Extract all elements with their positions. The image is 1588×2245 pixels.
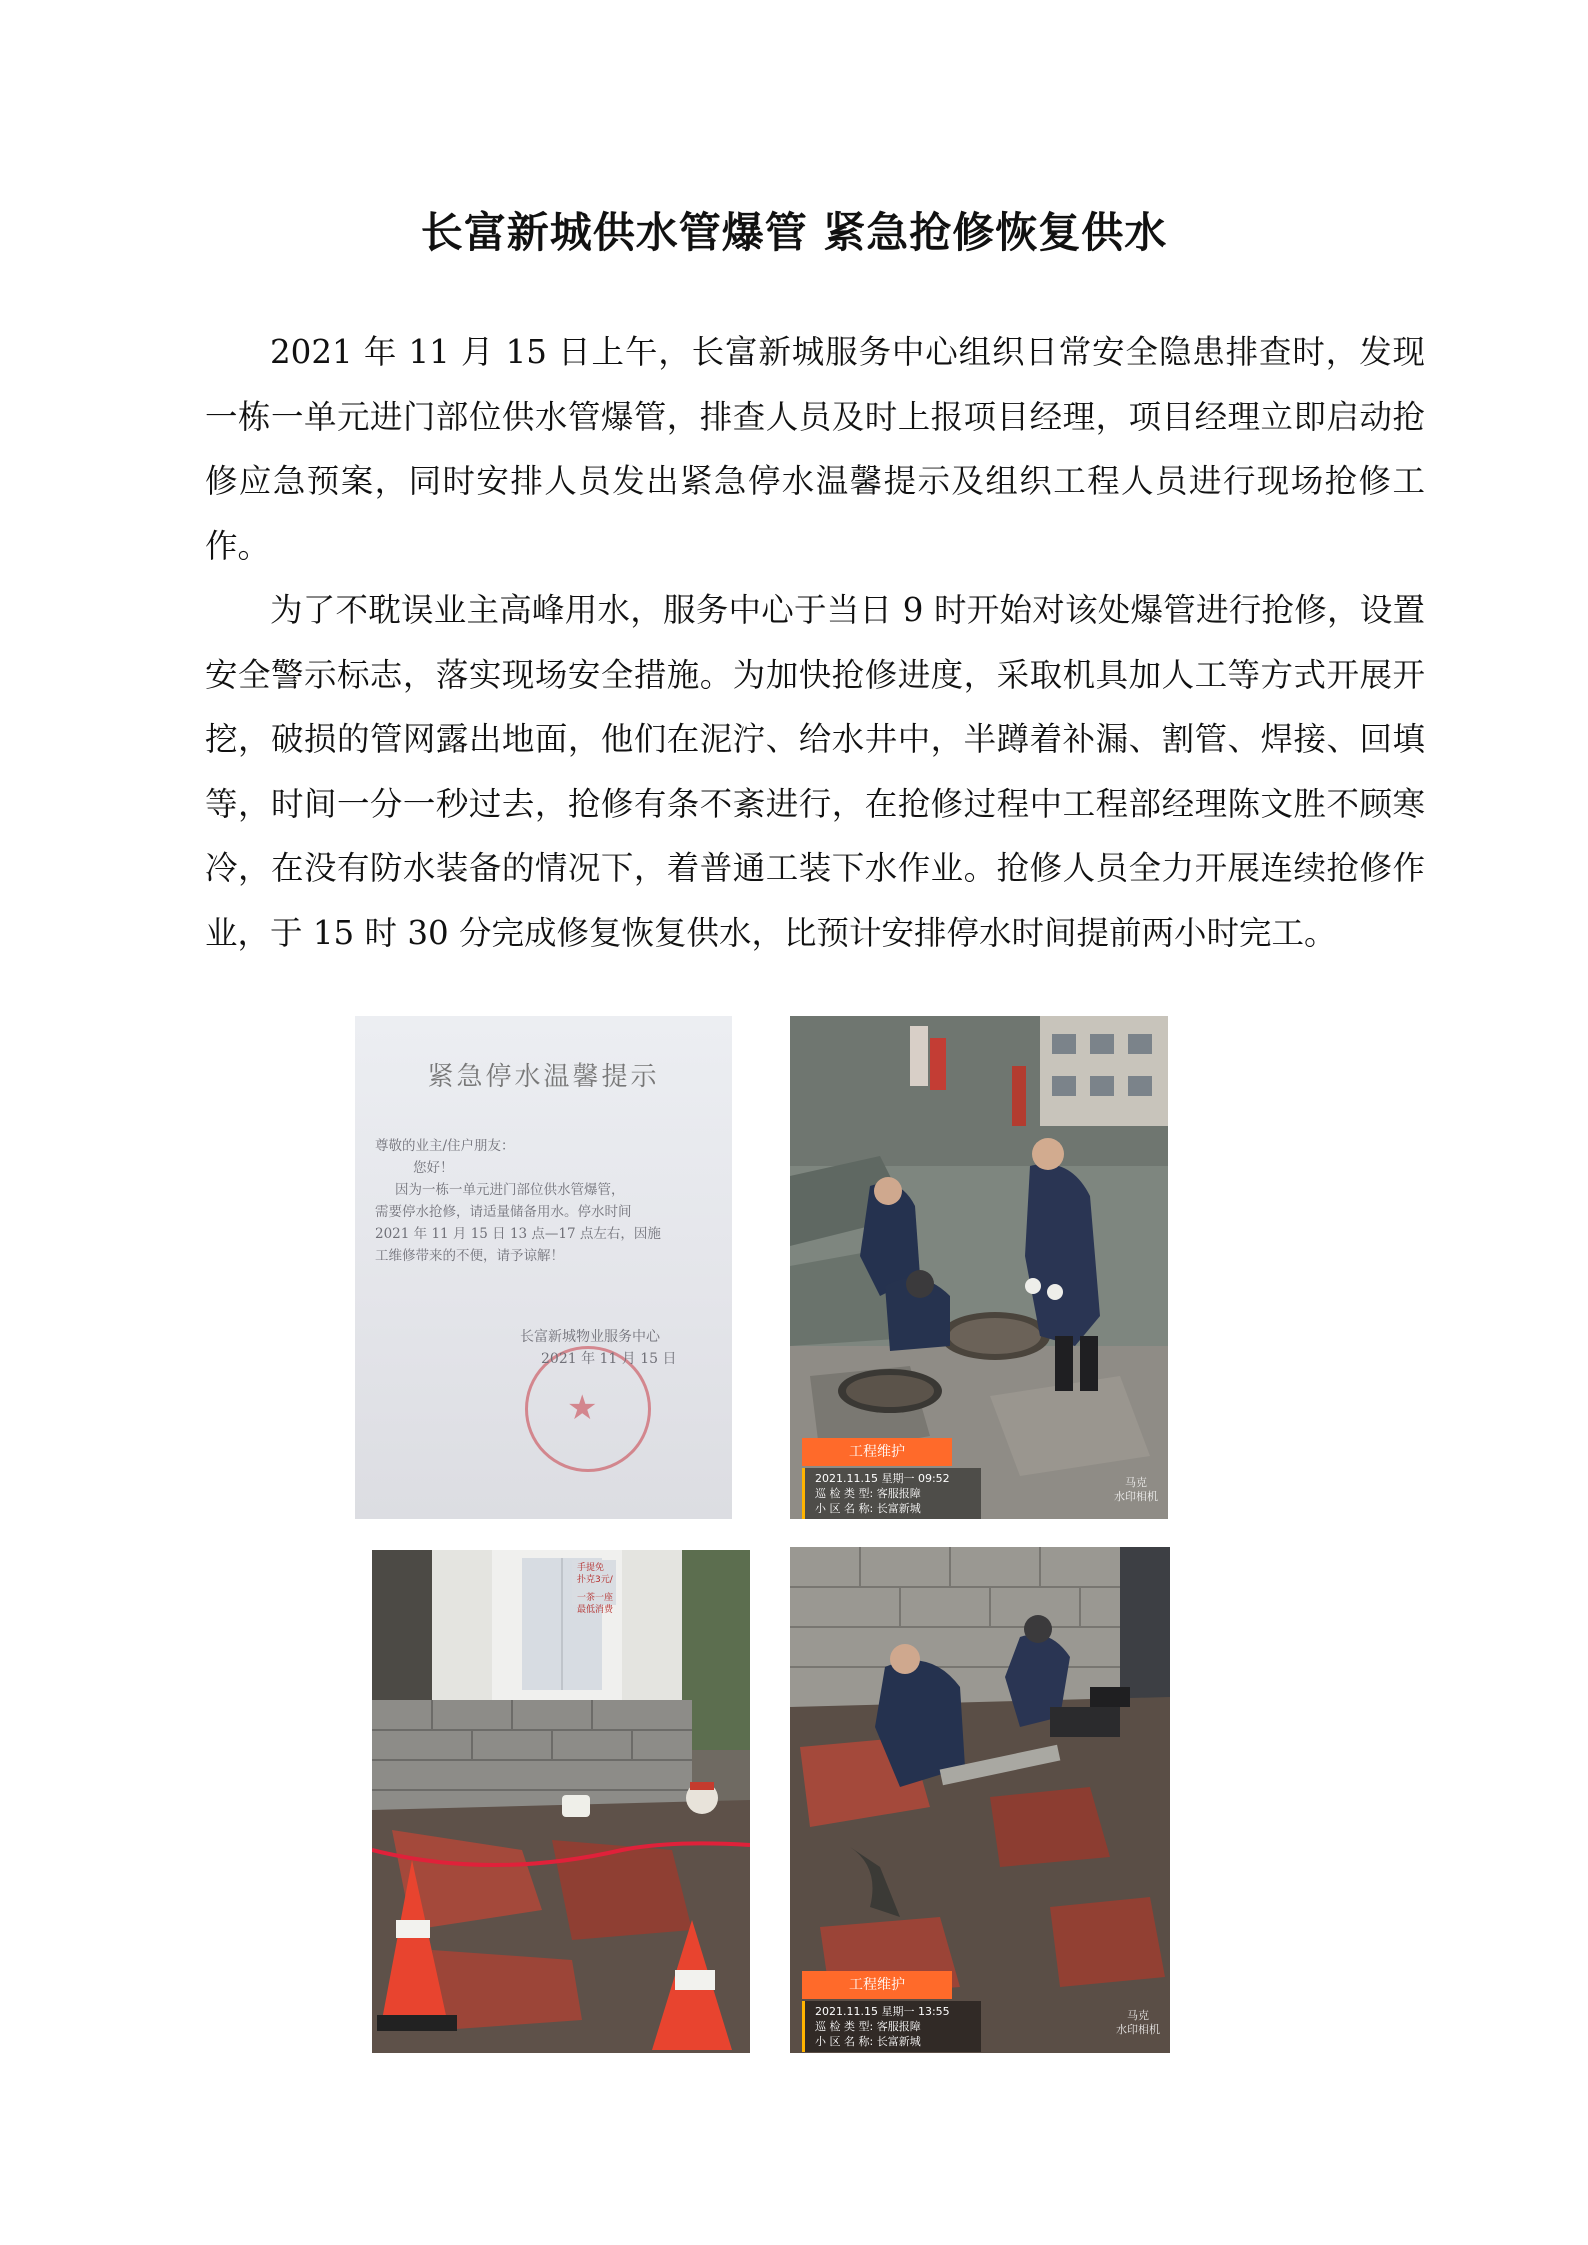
notice-date: 2021 年 11 月 15 日 (541, 1351, 677, 1367)
watermark-time: 2021.11.15 星期一 13:55 (815, 2005, 950, 2018)
window-sign-text (577, 1562, 617, 1616)
watermark-tag: 工程维护 (802, 1438, 952, 1466)
paragraph-1: 2021 年 11 月 15 日上午，长富新城服务中心组织日常安全隐患排查时，发现一栋一单元进门部位供水管爆管，排查人员及时上报项目经理，项目经理立即启动抢修应急预案，同时安排人员发出紧急停水温馨提示及组织工程人员进行现场抢修工作。 (205, 333, 1425, 565)
pipe-repair-photo (790, 1547, 1170, 2053)
notice-line-2: 您好！ (413, 1160, 454, 1176)
watermark-brand-app: 水印相机 (1116, 2023, 1160, 2036)
notice-line-4: 需要停水抢修，请适量储备用水。停水时间 (375, 1204, 632, 1220)
notice-line-1: 尊敬的业主/住户朋友： (375, 1138, 515, 1154)
excavation-scene-image (372, 1550, 750, 2053)
notice-line-3: 因为一栋一单元进门部位供水管爆管， (395, 1182, 625, 1198)
watermark-info (802, 2001, 981, 2052)
watermark-community: 小 区 名 称: 长富新城 (815, 1502, 921, 1515)
notice-line-5: 2021 年 11 月 15 日 13 点—17 点左右，因施 (375, 1226, 661, 1242)
watermark-tag: 工程维护 (802, 1971, 952, 1999)
paragraph-2: 为了不耽误业主高峰用水，服务中心于当日 9 时开始对该处爆管进行抢修，设置安全警示标志，落实现场安全措施。为加快抢修进度，采取机具加人工等方式开展开挖，破损的管网露出地面，他们在泥泞、给水井中，半蹲着补漏、割管、焊接、回填等，时间一分一秒过去，抢修有条不紊进行，在抢修过程中工程部经理陈文胜不顾寒冷，在没有防水装备的情况下，着普通工装下水作业。抢修人员全力开展连续抢修作业，于 15 时 30 分完成修复恢复供水，比预计安排停水时间提前两小时完工。 (205, 591, 1425, 952)
seal-star-icon: ★ (567, 1388, 598, 1428)
watermark-type: 巡 检 类 型: 客服报障 (815, 1487, 921, 1500)
watermark-brand-name: 马克 (1125, 1476, 1147, 1489)
watermark-community: 小 区 名 称: 长富新城 (815, 2035, 921, 2048)
window-sign-line-3: 一茶一座 (577, 1593, 614, 1603)
notice-line-6: 工维修带来的不便，请予谅解！ (375, 1248, 564, 1264)
excavation-photo (372, 1550, 750, 2053)
window-sign-line-4: 最低消费 (577, 1605, 614, 1615)
notice-photo (355, 1016, 732, 1519)
document-title: 长富新城供水管爆管 紧急抢修恢复供水 (420, 208, 1168, 257)
notice-signature: 长富新城物业服务中心 (520, 1329, 660, 1345)
article-body (205, 320, 1425, 965)
watermark-time: 2021.11.15 星期一 09:52 (815, 1472, 950, 1485)
window-sign-line-2: 扑克3元/ (577, 1575, 613, 1585)
window-sign-line-1: 手提免 (577, 1563, 605, 1573)
watermark-info (802, 1468, 981, 1519)
manhole-repair-photo (790, 1016, 1168, 1519)
watermark-type: 巡 检 类 型: 客服报障 (815, 2020, 921, 2033)
notice-title: 紧急停水温馨提示 (427, 1062, 660, 1092)
watermark-brand (1110, 2009, 1166, 2037)
watermark-brand (1108, 1476, 1164, 1504)
watermark-brand-app: 水印相机 (1114, 1490, 1158, 1503)
watermark-brand-name: 马克 (1127, 2009, 1149, 2022)
